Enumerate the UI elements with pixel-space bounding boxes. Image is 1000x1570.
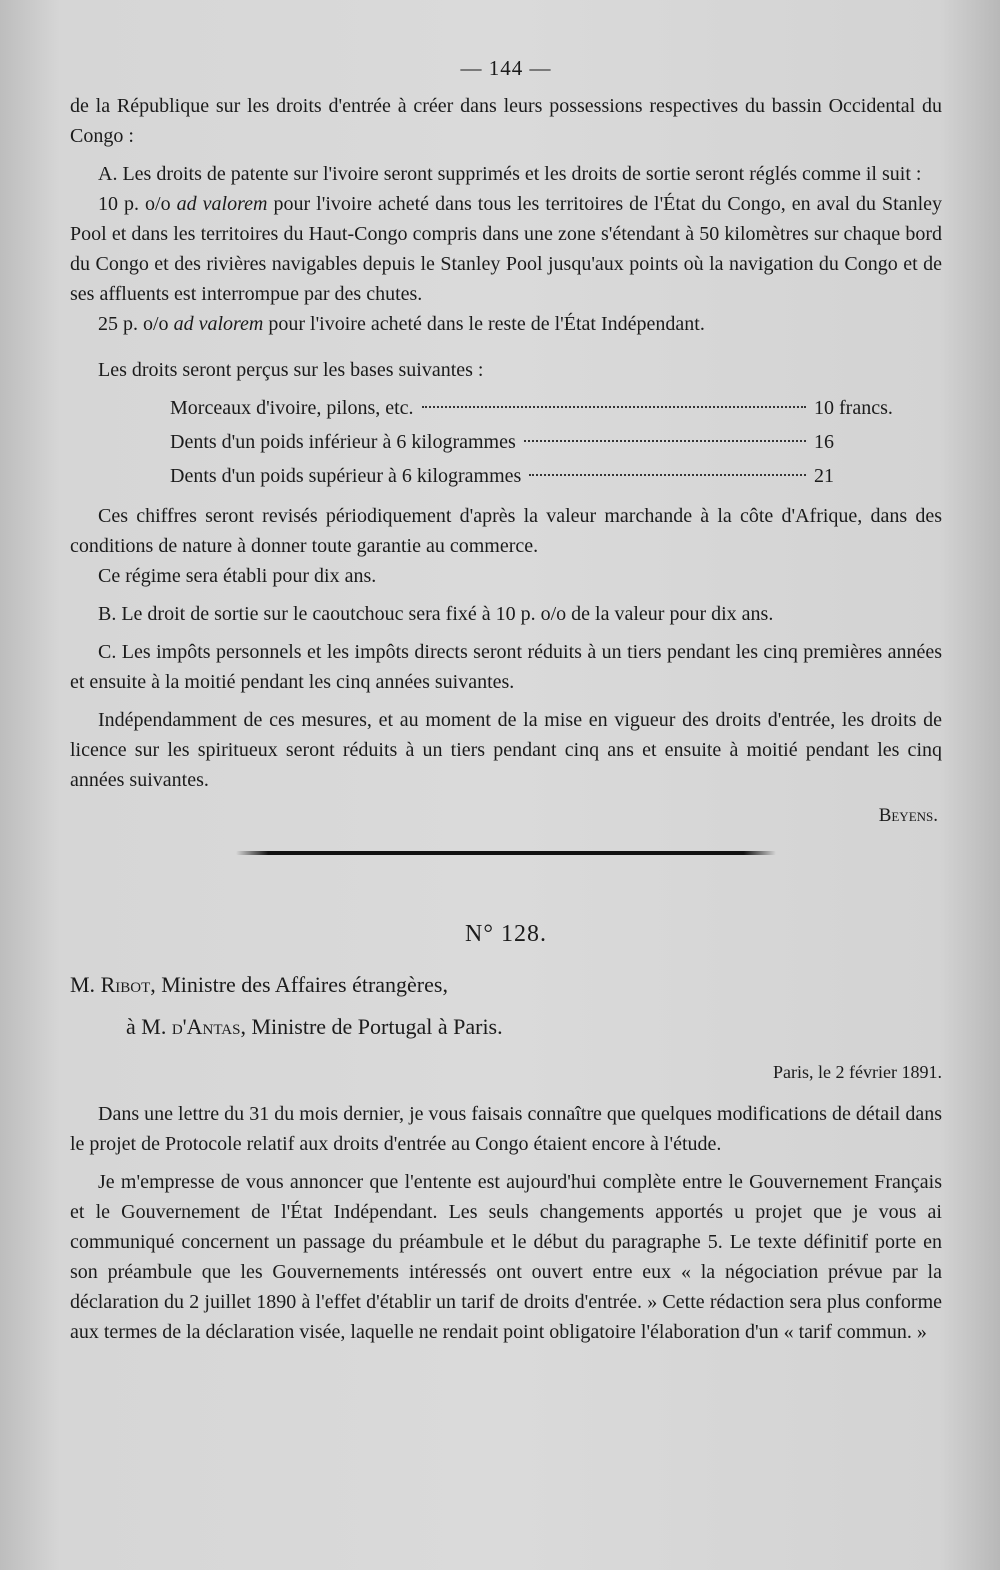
ledger-value: 16: [814, 431, 834, 453]
signature: Beyens.: [878, 805, 938, 826]
ledger-value: 10 francs.: [814, 397, 893, 419]
letter-paragraph-1: Dans une lettre du 31 du mois dernier, je vous faisais connaître que quelques modifications de détail dans le projet de Protocole relatif aux droits d'entrée au Congo étaient encore à l'étude.: [70, 1103, 942, 1155]
dot-leader: [524, 440, 806, 442]
regime-paragraph: Ce régime sera établi pour dix ans.: [98, 565, 377, 587]
recipient-line: [126, 1010, 942, 1044]
section-divider: [236, 851, 776, 855]
rate-1-paragraph: [70, 189, 942, 309]
duty-ledger: [170, 391, 910, 493]
recipient-prefix: à M.: [126, 1014, 172, 1039]
bases-intro: Les droits seront perçus sur les bases suivantes :: [98, 359, 484, 381]
letter-paragraph-2: Je m'empresse de vous annoncer que l'entente est aujourd'hui complète entre le Gouvernement Français et le Gouvernement de l'État Indépendant. Les seuls changements apportés u projet que je vous ai communiqué concernent un passage du préambule et le début du paragraphe 5. Le texte définitif porte en son préambule que les Gouvernements intéressés ont ouvert entre eux « la négociation prévue par la déclaration du 2 juillet 1890 à l'effet d'établir un tarif de droits d'entrée. » Cette rédaction sera plus conforme aux termes de la déclaration visée, laquelle ne rendait point obligatoire l'élaboration d'un « tarif commun. »: [70, 1171, 942, 1343]
rate-1-text: pour l'ivoire acheté dans tous les territoires de l'État du Congo, en aval du Stanley Pool et dans les territoires du Haut-Congo compris dans une zone s'étendant à 50 kilomètres sur chaque bord du Congo et des rivières navigables depuis le Stanley Pool jusqu'aux points où la navigation du Congo et de ses affluents est interrompue par des chutes.: [70, 193, 943, 305]
ledger-row: [170, 425, 910, 459]
document-number: N° 128.: [465, 921, 547, 947]
ledger-value: 21: [814, 465, 834, 487]
ledger-row: [170, 391, 910, 425]
rate-2-value: 25 p. o/o: [98, 313, 169, 335]
ledger-label: Morceaux d'ivoire, pilons, etc.: [170, 397, 414, 419]
revision-paragraph: Ces chiffres seront revisés périodiquement d'après la valeur marchande à la côte d'Afrique, dans des conditions de nature à donner toute garantie au commerce.: [70, 505, 942, 557]
ledger-label: Dents d'un poids inférieur à 6 kilogrammes: [170, 431, 516, 453]
clause-c-paragraph: C. Les impôts personnels et les impôts directs seront réduits à un tiers pendant les cinq premières années et ensuite à la moitié pendant les cinq années suivantes.: [70, 641, 942, 693]
dot-leader: [422, 406, 806, 408]
clause-b-paragraph: B. Le droit de sortie sur le caoutchouc sera fixé à 10 p. o/o de la valeur pour dix ans.: [98, 603, 774, 625]
ledger-row: [170, 459, 910, 493]
rate-1-italic: ad valorem: [176, 193, 268, 215]
sender-prefix: M.: [70, 972, 101, 997]
ledger-label: Dents d'un poids supérieur à 6 kilogrammes: [170, 465, 522, 487]
rate-2-italic: ad valorem: [173, 313, 264, 335]
recipient-title: , Ministre de Portugal à Paris.: [240, 1014, 503, 1039]
sender-title: , Ministre des Affaires étrangères,: [150, 972, 448, 997]
recipient-name: d'Antas: [171, 1014, 241, 1039]
dot-leader: [529, 474, 806, 476]
page-number: — 144 —: [460, 56, 552, 80]
dateline: Paris, le 2 février 1891.: [773, 1062, 942, 1082]
intro-paragraph: de la République sur les droits d'entrée à créer dans leurs possessions respectives du bassin Occidental du Congo :: [70, 95, 942, 147]
clause-a-paragraph: A. Les droits de patente sur l'ivoire seront supprimés et les droits de sortie seront réglés comme il suit :: [98, 163, 922, 185]
rate-2-text: pour l'ivoire acheté dans le reste de l'État Indépendant.: [263, 313, 705, 335]
sender-name: Ribot: [100, 972, 151, 997]
rate-2-paragraph: [70, 309, 942, 339]
sender-line: [70, 968, 942, 1002]
independence-paragraph: Indépendamment de ces mesures, et au moment de la mise en vigueur des droits d'entrée, les droits de licence sur les spiritueux seront réduits à un tiers pendant cinq ans et ensuite à moitié pendant les cinq années suivantes.: [70, 709, 942, 791]
rate-1-value: 10 p. o/o: [98, 193, 171, 215]
page-content: [70, 56, 942, 1347]
